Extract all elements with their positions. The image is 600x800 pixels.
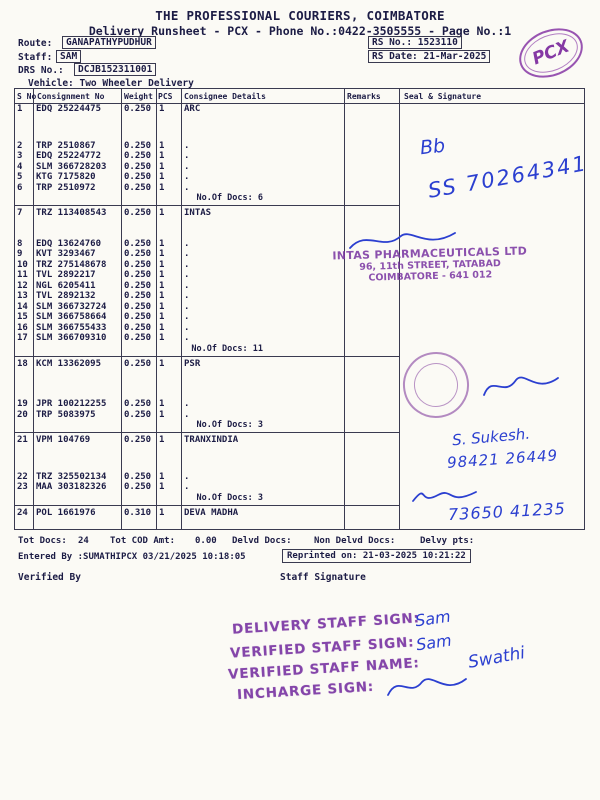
cell-weight: 0.250	[124, 104, 152, 114]
table-row	[15, 482, 584, 493]
cell-consignment: MAA 303182326	[36, 482, 107, 492]
group-separator	[15, 205, 399, 206]
cell-pcs: 1	[159, 435, 165, 445]
delvd-docs-label: Delvd Docs:	[232, 536, 292, 546]
table-row	[15, 472, 584, 483]
round-stamp-inner-ring	[411, 360, 462, 411]
delvy-pts-label: Delvy pts:	[420, 536, 475, 546]
cell-consignment: TRP 2510972	[36, 182, 96, 193]
cell-weight: 0.250	[124, 312, 152, 322]
cell-consignee: .	[184, 140, 190, 151]
staff-value: SAM	[56, 50, 81, 63]
intas-stamp-line1: INTAS PHARMACEUTICALS LTD	[332, 244, 528, 263]
cell-weight: 0.250	[124, 409, 152, 420]
cell-pcs: 1	[159, 322, 165, 333]
cell-sno: 19	[17, 399, 28, 409]
cell-consignment: JPR 100212255	[36, 399, 107, 409]
cell-consignee: .	[184, 399, 190, 409]
cell-sno: 3	[17, 151, 23, 161]
cell-pcs: 1	[159, 249, 165, 259]
cell-sno: 14	[17, 301, 28, 312]
group-separator	[15, 356, 399, 357]
cell-weight: 0.250	[124, 399, 152, 409]
cell-consignee: ARC	[184, 104, 201, 114]
cell-consignment: TRZ 275148678	[36, 259, 107, 270]
handwritten-delivery-name: Sam	[413, 606, 452, 631]
cell-weight: 0.250	[124, 291, 152, 301]
cell-weight: 0.250	[124, 435, 152, 445]
rs-date: RS Date: 21-Mar-2025	[368, 50, 490, 63]
cell-pcs: 1	[159, 238, 165, 249]
rs-no: RS No.: 1523110	[368, 36, 462, 49]
tot-cod-label: Tot COD Amt:	[110, 536, 176, 546]
cell-weight: 0.310	[124, 507, 152, 518]
col-header-seal: Seal & Signature	[404, 92, 482, 101]
cell-sno: 23	[17, 482, 28, 492]
incharge-signature	[382, 670, 472, 702]
route-value: GANAPATHYPUDHUR	[62, 36, 156, 49]
col-header-weight: Weight	[124, 92, 153, 101]
table-row	[15, 333, 584, 344]
verified-by-label: Verified By	[18, 572, 81, 583]
cell-pcs: 1	[159, 161, 165, 172]
col-header-consignment: Consignment No	[37, 92, 105, 101]
cell-consignee: .	[184, 322, 190, 333]
cell-pcs: 1	[159, 333, 165, 343]
cell-consignment: KTG 7175820	[36, 172, 96, 182]
cell-consignment: TVL 2892132	[36, 291, 96, 301]
tot-docs-label: Tot Docs:	[18, 536, 67, 546]
cell-pcs: 1	[159, 358, 165, 369]
cell-pcs: 1	[159, 507, 165, 518]
intas-stamp-line3: COIMBATORE - 641 012	[368, 269, 493, 284]
tot-docs-value: 24	[78, 536, 89, 546]
cell-consignment: TRP 2510867	[36, 140, 96, 151]
cell-weight: 0.250	[124, 333, 152, 343]
cell-consignee: .	[184, 238, 190, 249]
cell-consignment: EDQ 25224475	[36, 104, 102, 114]
cell-consignee: .	[184, 471, 190, 482]
staff-label: Staff:	[18, 52, 53, 63]
cell-sno: 21	[17, 435, 28, 445]
entered-by-line: Entered By :SUMATHIPCX 03/21/2025 10:18:05	[18, 552, 246, 562]
cell-consignee: .	[184, 312, 190, 322]
tot-cod-value: 0.00	[195, 536, 217, 546]
intas-stamp-line2: 96, 11th STREET, TATABAD	[359, 258, 501, 273]
cell-consignment: TVL 2892217	[36, 270, 96, 280]
cell-weight: 0.250	[124, 208, 152, 218]
cell-consignment: TRP 5083975	[36, 409, 96, 420]
cell-pcs: 1	[159, 482, 165, 492]
cell-pcs: 1	[159, 280, 165, 291]
cell-sno: 12	[17, 280, 28, 291]
cell-sno: 20	[17, 409, 28, 420]
col-header-pcs: PCS	[158, 92, 173, 101]
cell-pcs: 1	[159, 182, 165, 193]
cell-consignee: .	[184, 270, 190, 280]
cell-sno: 9	[17, 249, 23, 259]
cell-pcs: 1	[159, 312, 165, 322]
col-header-sno: S No	[17, 92, 37, 101]
cell-consignment: SLM 366755433	[36, 322, 107, 333]
cell-sno: 4	[17, 161, 23, 172]
cell-sno: 1	[17, 104, 23, 114]
handwritten-number-deva: 73650 41235	[447, 498, 567, 525]
table-row	[15, 104, 584, 115]
group-separator	[15, 505, 399, 506]
drs-label: DRS No.:	[18, 65, 64, 76]
cell-weight: 0.250	[124, 270, 152, 280]
cell-weight: 0.250	[124, 301, 152, 312]
cell-sno: 24	[17, 507, 28, 518]
cell-weight: 0.250	[124, 259, 152, 270]
cell-sno: 18	[17, 358, 28, 369]
table-row	[15, 291, 584, 302]
cell-pcs: 1	[159, 259, 165, 270]
non-delvd-label: Non Delvd Docs:	[314, 536, 396, 546]
handwritten-flourish: Bb	[418, 134, 447, 160]
cell-weight: 0.250	[124, 322, 152, 333]
cell-consignee: .	[184, 280, 190, 291]
cell-sno: 17	[17, 333, 28, 343]
cell-sno: 10	[17, 259, 28, 270]
cell-consignee: TRANXINDIA	[184, 435, 239, 445]
cell-consignment: EDQ 25224772	[36, 151, 102, 161]
cell-weight: 0.250	[124, 238, 152, 249]
cell-consignee: .	[184, 151, 190, 161]
cell-consignee: .	[184, 249, 190, 259]
intas-address-stamp	[296, 243, 565, 285]
docs-count-label: No.Of Docs: 3	[196, 492, 263, 503]
cell-consignment: KVT 3293467	[36, 249, 96, 259]
cell-pcs: 1	[159, 140, 165, 151]
cell-weight: 0.250	[124, 280, 152, 291]
cell-consignment: KCM 13362095	[36, 358, 102, 369]
cell-pcs: 1	[159, 270, 165, 280]
table-row	[15, 141, 584, 152]
handwritten-verified-name: Swathi	[466, 643, 527, 673]
vehicle-line: Vehicle: Two Wheeler Delivery	[28, 78, 194, 89]
docs-count-label: No.Of Docs: 3	[196, 420, 263, 430]
cell-consignment: NGL 6205411	[36, 280, 96, 291]
cell-consignee: .	[184, 333, 190, 343]
cell-sno: 13	[17, 291, 28, 301]
cell-weight: 0.250	[124, 471, 152, 482]
cell-consignment: TRZ 113408543	[36, 208, 107, 218]
staff-signature-label: Staff Signature	[280, 572, 366, 583]
cell-pcs: 1	[159, 208, 165, 218]
cell-pcs: 1	[159, 172, 165, 182]
cell-sno: 2	[17, 140, 23, 151]
cell-consignment: SLM 366728203	[36, 161, 107, 172]
cell-weight: 0.250	[124, 140, 152, 151]
cell-weight: 0.250	[124, 161, 152, 172]
row-gap	[15, 369, 25, 399]
cell-sno: 8	[17, 238, 23, 249]
company-title: THE PROFESSIONAL COURIERS, COIMBATORE	[155, 8, 445, 23]
delivery-staff-sign-stamp: DELIVERY STAFF SIGN:	[231, 610, 421, 638]
cell-consignee: PSR	[184, 358, 201, 369]
cell-weight: 0.250	[124, 358, 152, 369]
cell-consignee: .	[184, 182, 190, 193]
cell-pcs: 1	[159, 301, 165, 312]
cell-sno: 22	[17, 471, 28, 482]
cell-weight: 0.250	[124, 151, 152, 161]
cell-pcs: 1	[159, 104, 165, 114]
drs-value: DCJB152311001	[74, 63, 156, 76]
table-row	[15, 208, 584, 219]
table-row	[15, 410, 584, 421]
cell-consignee: .	[184, 409, 190, 420]
route-label: Route:	[18, 38, 53, 49]
cell-consignment: POL 1661976	[36, 507, 96, 518]
cell-pcs: 1	[159, 291, 165, 301]
cell-consignment: VPM 104769	[36, 435, 91, 445]
cell-pcs: 1	[159, 409, 165, 420]
cell-consignee: .	[184, 482, 190, 492]
docs-count-label: No.Of Docs: 6	[196, 193, 263, 203]
cell-consignee: .	[184, 172, 190, 182]
handwritten-phone-tranx: 98421 26449	[446, 446, 559, 472]
reprinted-box: Reprinted on: 21-03-2025 10:21:22	[282, 549, 471, 563]
cell-sno: 6	[17, 182, 23, 193]
row-gap	[15, 115, 25, 141]
psr-signature	[478, 368, 563, 402]
cell-sno: 7	[17, 208, 23, 218]
cell-consignee: .	[184, 259, 190, 270]
cell-consignment: SLM 366732724	[36, 301, 107, 312]
col-header-consignee: Consignee Details	[184, 92, 266, 101]
table-row	[15, 323, 584, 334]
cell-consignee: .	[184, 161, 190, 172]
cell-consignment: SLM 366758664	[36, 312, 107, 322]
group-separator	[15, 432, 399, 433]
table-row	[15, 151, 584, 162]
cell-consignee: .	[184, 301, 190, 312]
verified-staff-name-stamp: VERIFIED STAFF NAME:	[227, 655, 421, 683]
cell-pcs: 1	[159, 399, 165, 409]
cell-weight: 0.250	[124, 182, 152, 193]
row-gap	[15, 446, 25, 472]
col-header-remarks: Remarks	[347, 92, 381, 101]
cell-consignee: .	[184, 291, 190, 301]
row-gap	[15, 219, 25, 239]
cell-pcs: 1	[159, 151, 165, 161]
cell-sno: 16	[17, 322, 28, 333]
cell-sno: 5	[17, 172, 23, 182]
cell-weight: 0.250	[124, 482, 152, 492]
runsheet-subtitle: Delivery Runsheet - PCX - Phone No.:0422-3505555 - Page No.:1	[88, 24, 512, 38]
cell-weight: 0.250	[124, 172, 152, 182]
docs-count-label: No.Of Docs: 11	[191, 343, 263, 354]
verified-staff-sign-stamp: VERIFIED STAFF SIGN:	[229, 634, 415, 662]
cell-sno: 11	[17, 270, 28, 280]
pcx-stamp-text: PCX	[518, 26, 583, 80]
cell-sno: 15	[17, 312, 28, 322]
cell-pcs: 1	[159, 471, 165, 482]
cell-consignment: TRZ 325502134	[36, 471, 107, 482]
incharge-sign-stamp: INCHARGE SIGN:	[236, 678, 375, 704]
cell-consignee: INTAS	[184, 208, 212, 218]
cell-weight: 0.250	[124, 249, 152, 259]
cell-consignment: SLM 366709310	[36, 333, 107, 343]
handwritten-number-arc: SS 70264341	[426, 151, 590, 203]
handwritten-verified-sign: Sam	[414, 630, 453, 655]
cell-consignee: DEVA MADHA	[184, 507, 239, 518]
table-row	[15, 312, 584, 323]
handwritten-name-tranx: S. Sukesh.	[451, 424, 531, 450]
table-row	[15, 302, 584, 313]
cell-consignment: EDQ 13624760	[36, 238, 102, 249]
